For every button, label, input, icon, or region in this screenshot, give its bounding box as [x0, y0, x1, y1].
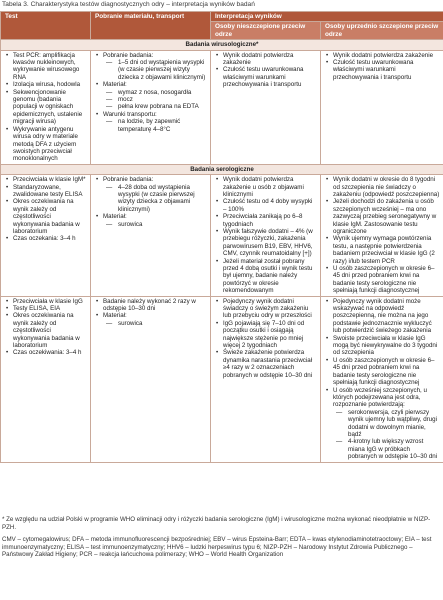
table-row-virologic	[1, 50, 443, 164]
list-item: • Wynik dodatni potwierdza zakażenie	[215, 52, 317, 67]
list-item: • Przeciwciała w klasie IgG	[5, 298, 87, 305]
item-label: Pobranie badania:	[103, 51, 154, 59]
list-item: • U osób zaszczepionych w okresie 6–45 dni przed pobraniem krwi na badanie testy serologiczne nie spełniają funkcji diagnostycznej	[325, 265, 440, 295]
list-item	[95, 213, 207, 228]
cell-vaccinated	[321, 175, 443, 297]
list-item: • Testy ELISA, EIA	[5, 305, 87, 312]
list-item: • Jeżeli dochodzi do zakażenia u osób szczepionych wcześniej – ma ono zazwyczaj przebieg seronegatywny w klasie IgM. Zastosowanie testu ograniczone	[325, 198, 440, 235]
cell-vaccinated	[321, 296, 443, 462]
table-footnotes	[2, 516, 440, 559]
cell-unvaccinated	[211, 296, 321, 462]
list-item: • Pojedynczy wynik dodatni może wskazywać na odpowiedź poszczepienną, nie można na jego podstawie jednoznacznie wykluczyć lub potwierdzić świeżego zakażenia	[325, 298, 440, 335]
item-label: Materiał:	[103, 312, 127, 320]
cell-unvaccinated	[211, 50, 321, 164]
item-label: Pobranie badania:	[103, 176, 154, 184]
footnote-asterisk: * Ze względu na udział Polski w programie WHO eliminacji odry i różyczki badania serologiczne (IgM) i wirusologiczne można wykonać nieodpłatnie w NIZP-PZH.	[2, 516, 431, 531]
list-item: • Pojedynczy wynik dodatni świadczy o świeżym zakażeniu lub przebyciu odry w przeszłości	[215, 298, 317, 320]
list-item: • Okres oczekiwania na wynik zależy od częstotliwości wykonywania badania w laboratorium	[5, 312, 87, 349]
list-item: • Wynik dodatni potwierdza zakażenie	[325, 52, 440, 59]
list-item: • Świeże zakażenie potwierdza dynamika narastania przeciwciał ≥4 razy w 2 oznaczeniach pobranych w odstępie 10–30 dni	[215, 349, 317, 379]
list-item: • Przeciwciała w klasie IgM*	[5, 176, 87, 183]
table-row-igg	[1, 296, 443, 462]
list-item: • Test PCR: amplifikacja kwasów nukleinowych, wykrywanie wirusowego RNA	[5, 52, 87, 82]
cell-sampling	[91, 50, 211, 164]
list-item: • Wykrywanie antygenu wirusa odry w materiale metodą DFA z użyciem swoistych przeciwciał monoklonalnych	[5, 126, 87, 163]
list-item: • U osób zaszczepionych w okresie 6–45 dni przed pobraniem krwi na badanie testy serologiczne nie spełniają funkcji diagnostycznej	[325, 357, 440, 387]
item-label: U osób wcześniej szczepionych, u których podejrzewana jest odra, rozpoznanie potwierdzają:	[333, 386, 427, 409]
section-title: Badania wirusologiczne*	[1, 40, 443, 50]
list-item: • Czułość testu uwarunkowana właściwymi warunkami przechowywania i transportu	[215, 66, 317, 88]
list-item: • Wynik ujemny wymaga powtórzenia testu, a następnie potwierdzenia badaniem przeciwciał w klasie IgG (2 razy) i/lub testem PCR	[325, 235, 440, 265]
list-item: • Jeżeli materiał został pobrany przed 4 dobą osutki i wynik testu był ujemny, badanie należy powtórzyć w okresie rekomendowanym	[215, 258, 317, 295]
header-sampling: Pobranie materiału, transport	[91, 12, 211, 40]
cell-sampling	[91, 175, 211, 297]
sub-list-item: — pełna krew pobrana na EDTA	[103, 103, 207, 110]
cell-unvaccinated	[211, 175, 321, 297]
sub-list-item: — 1–5 dni od wystąpienia wysypki (w czasie pierwszej wizyty dziecka z objawami klinicznymi)	[103, 59, 207, 81]
measles-tests-table	[0, 11, 443, 463]
header-row	[1, 12, 443, 22]
list-item: • Czułość testu uwarunkowana właściwymi warunkami przechowywania i transportu	[325, 59, 440, 81]
section-virologic	[1, 40, 443, 50]
list-item	[95, 176, 207, 213]
list-item: • Sekwencjonowanie genomu (badania populacji w ogniskach epidemicznych, ustalenie migracji wirusa)	[5, 89, 87, 126]
list-item: • Czułość testu od 4 doby wysypki – 100%	[215, 198, 317, 213]
cell-vaccinated	[321, 50, 443, 164]
header-unvaccinated: Osoby nieszczepione przeciw odrze	[211, 22, 321, 40]
cell-test	[1, 50, 91, 164]
list-item: • Przeciwciała zanikają po 6–8 tygodniach	[215, 213, 317, 228]
sub-list-item: — surowica	[103, 320, 207, 327]
sub-list-item: — wymaz z nosa, nosogardła	[103, 89, 207, 96]
list-item: • Wynik fałszywie dodatni – 4% (w przebiegu różyczki, zakażenia parwowirusem B19, EBV, HHV6, CMV, czynnik reumatoidalny [+])	[215, 228, 317, 258]
sub-list-item: — 4-krotny lub większy wzrost miana IgG w próbkach pobranych w odstępie 10–30 dni	[333, 438, 440, 460]
footnote-abbreviations: CMV – cytomegalowirus; DFA – metoda immunofluorescencji bezpośredniej; EBV – wirus Epsteina-Barr; EDTA – kwas etylenodiaminotetraoctowy; EIA – test immunoenzymatyczny; ELISA – test immunoenzymatyczny; HHV6 – ludzki herpeswirus typu 6; NIZP-PZH – Narodowy Instytut Zdrowia Publicznego – Państwowy Zakład Higieny; PCR – reakcja łańcuchowa polimerazy; WHO – World Health Organization	[2, 536, 432, 559]
sub-list-item: — serokonwersja, czyli pierwszy wynik ujemny lub wątpliwy, drugi dodatni w dowolnym mianie, bądź	[333, 409, 440, 439]
list-item: • IgG pojawiają się 7–10 dni od początku osutki i osiągają największe stężenie po mniej więcej 2 tygodniach	[215, 320, 317, 350]
list-item	[95, 81, 207, 111]
list-item	[95, 52, 207, 82]
list-item	[95, 312, 207, 327]
list-item: • Izolacja wirusa, hodowla	[5, 81, 87, 88]
item-label: Materiał:	[103, 213, 127, 221]
header-vaccinated: Osoby uprzednio szczepione przeciw odrze	[321, 22, 443, 40]
table-caption: Tabela 3. Charakterystyka testów diagnostycznych odry – interpretacja wyników badań	[2, 1, 255, 8]
section-title: Badania serologiczne	[1, 164, 443, 174]
header-interpretation: Interpretacja wyników	[211, 12, 443, 22]
list-item	[325, 387, 440, 461]
table-row-igm	[1, 175, 443, 297]
list-item: • Standaryzowane, zwalidowane testy ELISA	[5, 184, 87, 199]
sub-list-item: — na lodzie, by zapewnić temperaturę 4–8°C	[103, 118, 207, 133]
list-item	[95, 111, 207, 133]
list-item: • Wynik dodatni potwierdza zakażenie u osób z objawami klinicznymi	[215, 176, 317, 198]
section-serologic	[1, 164, 443, 174]
item-label: Materiał:	[103, 81, 127, 89]
sub-list-item: — 4–28 doba od wystąpienia wysypki (w czasie pierwszej wizyty dziecka z objawami klinicznymi)	[103, 184, 207, 214]
sub-list-item: — surowica	[103, 221, 207, 228]
header-test: Test	[1, 12, 91, 40]
list-item: • Czas oczekiwania: 3–4 h	[5, 349, 87, 356]
list-item: • Czas oczekania: 3–4 h	[5, 235, 87, 242]
cell-test	[1, 175, 91, 297]
list-item: • Okres oczekiwania na wynik zależy od częstotliwości wykonywania badania w laboratorium	[5, 198, 87, 235]
list-item: • Badanie należy wykonać 2 razy w odstępie 10–30 dni	[95, 298, 207, 313]
list-item: • Swoiste przeciwciała w klasie IgG mogą być niewykrywalne do 3 tygodni od szczepienia	[325, 335, 440, 357]
item-label: Warunki transportu:	[103, 110, 157, 118]
list-item: • Wynik dodatni w okresie do 8 tygodni od szczepienia nie świadczy o zakażeniu (odpowiedź poszczepienna)	[325, 176, 440, 198]
sub-list-item: — mocz	[103, 96, 207, 103]
cell-sampling	[91, 296, 211, 462]
cell-test	[1, 296, 91, 462]
